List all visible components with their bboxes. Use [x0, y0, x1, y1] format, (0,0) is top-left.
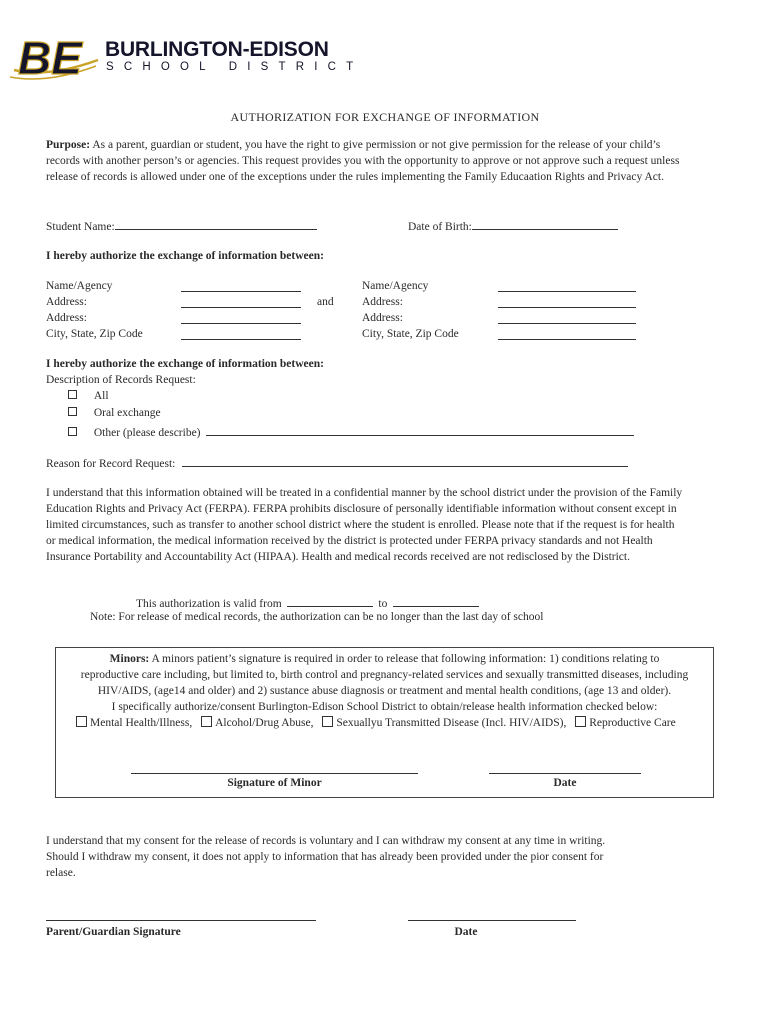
minors-line-3: HIV/AIDS, (age14 and older) and 2) sustance abuse diagnosis or treatment and mental health conditions, (age 13 and older). [97, 685, 672, 697]
validity-row [136, 595, 479, 610]
reason-input[interactable] [182, 455, 628, 467]
right-field-address-1: Address: [362, 296, 403, 308]
reproductive-care-label: Reproductive Care [589, 717, 676, 729]
dob-label: Date of Birth: [408, 221, 472, 233]
document-title: AUTHORIZATION FOR EXCHANGE OF INFORMATION [230, 110, 540, 124]
purpose-paragraph [46, 137, 686, 185]
option-other-label: Other (please describe) [93, 427, 201, 439]
valid-from-label: This authorization is valid from [136, 598, 282, 610]
minor-date-label: Date [553, 777, 577, 789]
reason-row [46, 455, 628, 470]
alcohol-drug-label: Alcohol/Drug Abuse, [215, 717, 314, 729]
minors-line-1 [56, 653, 713, 665]
left-field-name: Name/Agency [46, 280, 113, 292]
minors-checks-row [76, 716, 676, 729]
minor-signature-label: Signature of Minor [227, 777, 322, 789]
minors-section [55, 647, 714, 798]
left-address-2-input[interactable] [181, 312, 301, 324]
option-all[interactable] [68, 390, 109, 402]
logo-initials: BE [18, 32, 82, 84]
parent-date-label: Date [454, 926, 478, 938]
consent-paragraph: I understand that my consent for the release of records is voluntary and I can withdraw my consent at any time in writing. Should I withdraw my consent, it does not apply to information that has already been provided under the pior consent for relase. [46, 835, 606, 879]
district-name: BURLINGTON-EDISON [105, 38, 329, 61]
option-other-input[interactable] [206, 424, 634, 436]
left-field-address-2: Address: [46, 312, 87, 324]
right-field-address-2: Address: [362, 312, 403, 324]
reason-label: Reason for Record Request: [46, 458, 176, 470]
option-other-checkbox[interactable] [68, 427, 77, 436]
alcohol-drug-checkbox[interactable] [201, 716, 212, 727]
left-field-city: City, State, Zip Code [46, 328, 143, 340]
option-all-checkbox[interactable] [68, 390, 77, 399]
district-subtitle: SCHOOL DISTRICT [106, 61, 364, 73]
minors-line-4: I specifically authorize/consent Burlington-Edison School District to obtain/release health information checked below: [111, 701, 658, 713]
option-oral-label: Oral exchange [93, 407, 161, 419]
dob-row [408, 218, 618, 233]
left-address-1-input[interactable] [181, 296, 301, 308]
student-name-label: Student Name: [46, 221, 115, 233]
minor-date-line[interactable] [489, 773, 641, 774]
std-checkbox[interactable] [322, 716, 333, 727]
dob-field[interactable] [472, 218, 618, 230]
minors-line-2: reproductive care including, but limited to, birth control and pregnancy-related services and sexually transmitted diseases, including [80, 669, 689, 681]
left-name-input[interactable] [181, 280, 301, 292]
records-description-label: Description of Records Request: [46, 374, 196, 386]
option-oral-checkbox[interactable] [68, 407, 77, 416]
parent-date-line[interactable] [408, 920, 576, 921]
left-field-address-1: Address: [46, 296, 87, 308]
mental-health-label: Mental Health/Illness, [90, 717, 193, 729]
parent-signature-label: Parent/Guardian Signature [46, 926, 181, 938]
minors-text-1: A minors patient’s signature is required in order to release that following information: 1) conditions relating to [151, 653, 660, 665]
district-logo-icon [8, 30, 100, 84]
valid-to-input[interactable] [393, 595, 479, 607]
valid-to-label: to [378, 598, 388, 610]
valid-from-input[interactable] [287, 595, 373, 607]
right-name-input[interactable] [498, 280, 636, 292]
parent-signature-line[interactable] [46, 920, 316, 921]
right-address-1-input[interactable] [498, 296, 636, 308]
student-name-row [46, 218, 317, 233]
purpose-text: As a parent, guardian or student, you have the right to give permission or not give permission for the release of your child’s records with another person’s or agencies. This request provides you with the opportunity to approve or not approve such a request unless release of records is allowed under one of the exceptions under the rules implementing the Family Educaation Rights and Privacy Act. [46, 139, 680, 183]
and-label: and [317, 296, 334, 308]
validity-note: Note: For release of medical records, the authorization can be no longer than the last day of school [90, 611, 544, 623]
minors-label: Minors: [109, 653, 150, 665]
right-address-2-input[interactable] [498, 312, 636, 324]
minor-signature-line[interactable] [131, 773, 418, 774]
reproductive-care-checkbox[interactable] [575, 716, 586, 727]
mental-health-checkbox[interactable] [76, 716, 87, 727]
option-other[interactable] [68, 424, 634, 439]
right-city-input[interactable] [498, 328, 636, 340]
purpose-label: Purpose: [46, 139, 91, 151]
right-field-name: Name/Agency [362, 280, 429, 292]
student-name-field[interactable] [115, 218, 317, 230]
confidentiality-paragraph: I understand that this information obtained will be treated in a confidential manner by the school district under the provision of the Family Education Rights and Privacy Act (FERPA). FERPA prohibits disclosure of personally identifiable information without consent except in limited circumstances, such as transfer to another school district where the student is enrolled. Please note that if the request is for health or medical information, the medical information received by the district is protected under FERPA privacy standards and not Health Insurance Portability and Accountability Act (HIPAA). Health and medical records received are not redisclosed by the District. [46, 487, 683, 563]
left-city-input[interactable] [181, 328, 301, 340]
right-field-city: City, State, Zip Code [362, 328, 459, 340]
option-all-label: All [93, 390, 109, 402]
option-oral[interactable] [68, 407, 161, 419]
exchange-heading-2: I hereby authorize the exchange of information between: [46, 358, 324, 370]
exchange-heading-1: I hereby authorize the exchange of information between: [46, 250, 324, 262]
std-label: Sexuallyu Transmitted Disease (Incl. HIV/AIDS), [336, 717, 567, 729]
